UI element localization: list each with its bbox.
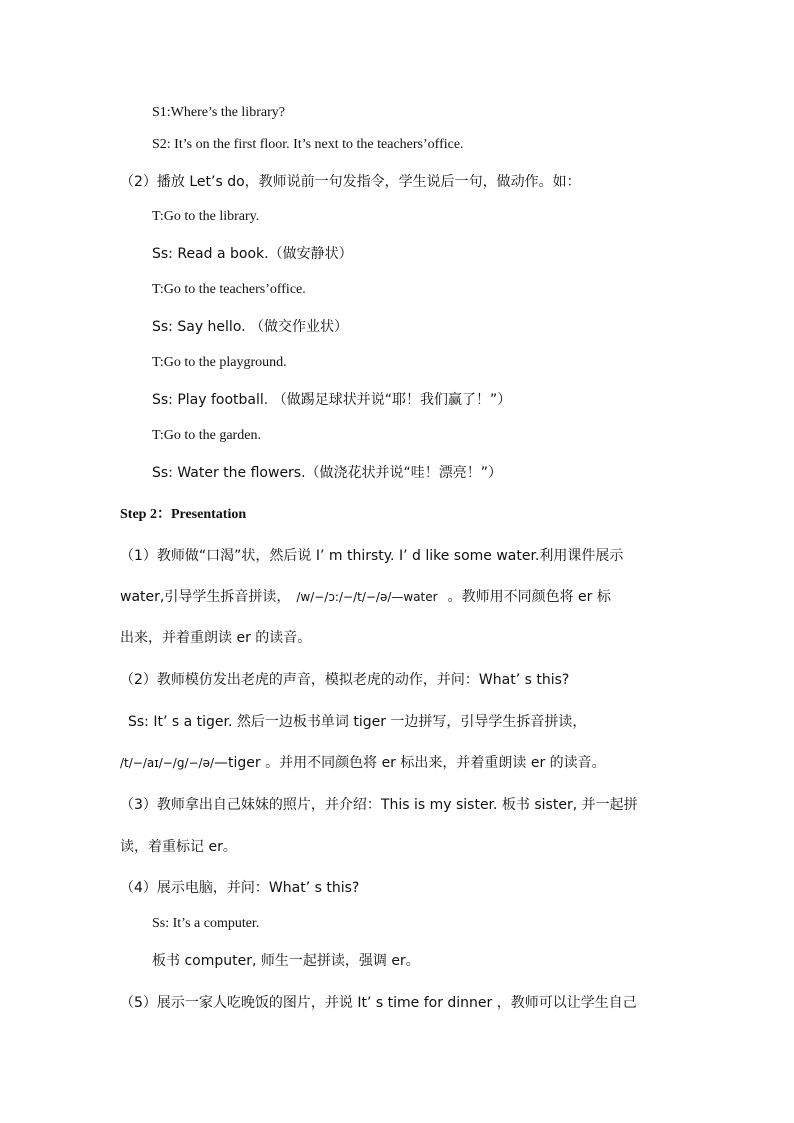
section-heading: Step 2：Presentation: [120, 507, 247, 522]
numbered-paragraph: （2）播放 Let’s do，教师说前一句发指令，学生说后一句，做动作。如：: [120, 174, 581, 190]
numbered-paragraph: （5）展示一家人吃晚饭的图片，并说 It’ s time for dinner ，教师可以让学生自己: [120, 995, 637, 1011]
paragraph-line: 读，着重标记 er。: [120, 839, 237, 855]
dialogue-line: T:Go to the garden.: [152, 428, 261, 443]
numbered-paragraph: （1）教师做“口渴”状，然后说 I’ m thirsty. I’ d like some water.利用课件展示: [120, 548, 624, 564]
dialogue-line: Ss: Read a book.（做安静状）: [152, 246, 353, 262]
paragraph-line: Ss: It’ s a tiger. 然后一边板书单词 tiger 一边拼写，引导学生拆音拼读，: [128, 714, 587, 730]
dialogue-line: Ss: Play football. （做踢足球状并说“耶！我们赢了！”）: [152, 392, 512, 408]
phonics-breakdown: /w/−/ɔ:/−/t/−/ə/—water: [296, 590, 438, 604]
dialogue-line: S1:Where’s the library?: [152, 105, 285, 120]
dialogue-line: Ss: It’s a computer.: [152, 916, 260, 931]
dialogue-line: Ss: Water the flowers.（做浇花状并说“哇！漂亮！”）: [152, 465, 503, 481]
paragraph-line: 出来，并着重朗读 er 的读音。: [120, 630, 312, 646]
numbered-paragraph: （4）展示电脑，并问：What’ s this?: [120, 880, 360, 896]
dialogue-line: Ss: Say hello. （做交作业状）: [152, 319, 349, 335]
dialogue-line: T:Go to the playground.: [152, 355, 287, 370]
numbered-paragraph: （2）教师模仿发出老虎的声音，模拟老虎的动作，并问：What’ s this?: [120, 672, 570, 688]
paragraph-text: water,引导学生拆音拼读，: [120, 589, 291, 605]
dialogue-line: T:Go to the library.: [152, 209, 260, 224]
paragraph-text: —tiger 。并用不同颜色将 er 标出来，并着重朗读 er 的读音。: [214, 755, 606, 771]
paragraph-text: 。教师用不同颜色将 er 标: [447, 589, 611, 605]
dialogue-line: S2: It’s on the first floor. It’s next to the teachers’office.: [152, 137, 464, 152]
dialogue-line: T:Go to the teachers’office.: [152, 282, 306, 297]
paragraph-line: [120, 753, 606, 773]
paragraph-line: [120, 587, 611, 607]
phonics-breakdown: /t/−/aɪ/−/g/−/ə/: [120, 756, 215, 770]
paragraph-line: 板书 computer, 师生一起拼读，强调 er。: [152, 953, 420, 969]
numbered-paragraph: （3）教师拿出自己妹妹的照片，并介绍：This is my sister. 板书 sister, 并一起拼: [120, 797, 638, 813]
